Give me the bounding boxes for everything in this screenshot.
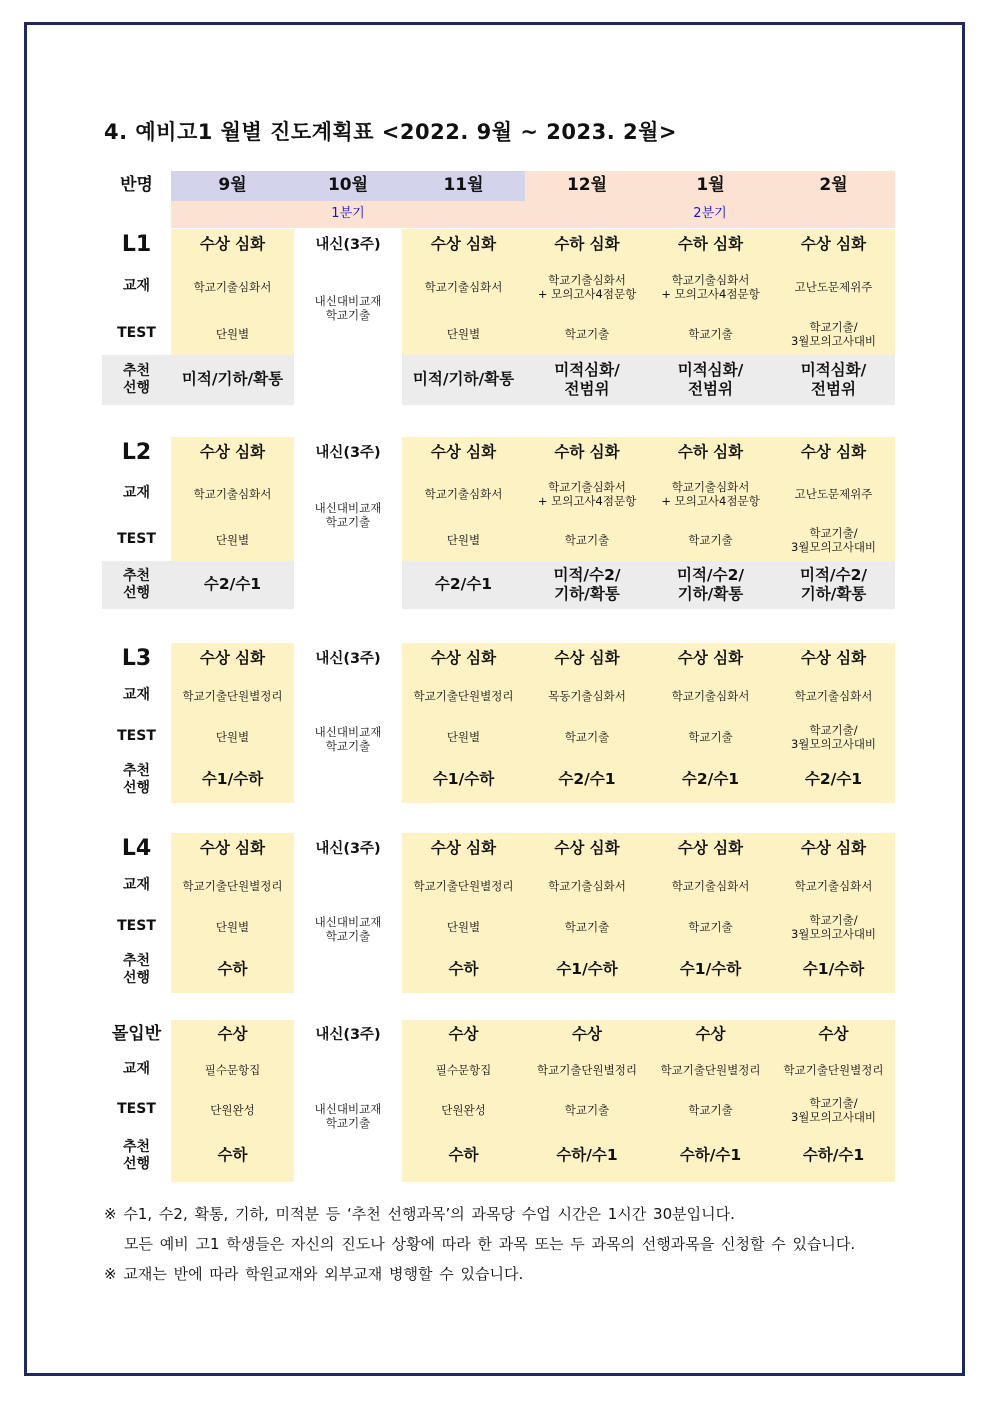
label-test: TEST <box>117 728 156 745</box>
header-month: 9월 <box>171 171 294 201</box>
textbook-cell: 학교기출심화서 <box>649 675 772 717</box>
textbook-cell: 학교기출단원별정리 <box>772 1050 895 1090</box>
textbook-cell: 목동기출심화서 <box>525 675 649 717</box>
recommend-cell: 수하 <box>402 1130 525 1182</box>
textbook-cell: 고난도문제위주 <box>772 469 895 519</box>
recommend-cell: 미적/기하/확통 <box>171 355 294 405</box>
recommend-cell: 수2/수1 <box>402 561 525 609</box>
subject-cell: 수상 심화 <box>649 643 772 675</box>
recommend-cell: 미적심화/ 전범위 <box>525 355 649 405</box>
header-month: 10월 <box>294 171 402 201</box>
class-name: L2 <box>121 440 152 466</box>
textbook-cell: 학교기출심화서 <box>402 261 525 313</box>
test-cell: 단원별 <box>402 907 525 947</box>
naesin-label: 내신(3주) <box>315 650 381 667</box>
textbook-cell: 학교기출심화서 <box>525 865 649 907</box>
subject-cell: 수상 <box>525 1020 649 1050</box>
subject-cell: 수상 <box>772 1020 895 1050</box>
textbook-cell: 학교기출심화서 + 모의고사4점문항 <box>649 469 772 519</box>
test-cell: 단원별 <box>171 717 294 757</box>
test-cell: 학교기출/ 3월모의고사대비 <box>772 717 895 757</box>
label-textbook: 교재 <box>122 877 151 894</box>
subject-cell: 수상 심화 <box>402 437 525 469</box>
test-cell: 단원별 <box>171 519 294 561</box>
test-cell: 학교기출 <box>649 717 772 757</box>
textbook-cell: 학교기출심화서 + 모의고사4점문항 <box>525 261 649 313</box>
textbook-cell: 학교기출단원별정리 <box>402 865 525 907</box>
textbook-cell: 학교기출심화서 <box>772 865 895 907</box>
header-month: 12월 <box>525 171 649 201</box>
textbook-cell: 학교기출심화서 <box>772 675 895 717</box>
recommend-cell: 미적심화/ 전범위 <box>772 355 895 405</box>
class-name: 몰입반 <box>111 1024 162 1045</box>
header-class-label: 반명 <box>120 175 153 196</box>
textbook-cell: 학교기출심화서 <box>171 261 294 313</box>
label-test: TEST <box>117 918 156 935</box>
label-test: TEST <box>117 1101 156 1118</box>
subject-cell: 수상 심화 <box>171 229 294 261</box>
label-textbook: 교재 <box>122 485 151 502</box>
subject-cell: 수상 <box>171 1020 294 1050</box>
label-recommend: 추천 선행 <box>122 952 151 986</box>
recommend-cell: 수하/수1 <box>525 1130 649 1182</box>
subject-cell: 수상 심화 <box>171 643 294 675</box>
label-textbook: 교재 <box>122 687 151 704</box>
recommend-cell: 수하/수1 <box>649 1130 772 1182</box>
recommend-cell: 미적/수2/ 기하/확통 <box>772 561 895 609</box>
class-name: L3 <box>121 646 152 672</box>
label-recommend: 추천 선행 <box>122 762 151 796</box>
subject-cell: 수상 심화 <box>171 437 294 469</box>
label-textbook: 교재 <box>122 278 151 295</box>
recommend-cell: 수1/수하 <box>772 947 895 993</box>
textbook-cell: 학교기출단원별정리 <box>171 675 294 717</box>
recommend-cell: 미적/기하/확통 <box>402 355 525 405</box>
recommend-cell: 수하 <box>171 947 294 993</box>
naesin-textbook: 내신대비교재 학교기출 <box>314 724 382 753</box>
test-cell: 단원별 <box>402 313 525 355</box>
label-recommend: 추천 선행 <box>102 561 171 609</box>
subject-cell: 수하 심화 <box>649 437 772 469</box>
recommend-cell: 수1/수하 <box>402 757 525 803</box>
recommend-cell: 수2/수1 <box>171 561 294 609</box>
subject-cell: 수상 심화 <box>402 833 525 865</box>
test-cell: 학교기출 <box>525 717 649 757</box>
subject-cell: 수상 심화 <box>525 643 649 675</box>
subject-cell: 수상 심화 <box>772 833 895 865</box>
test-cell: 학교기출 <box>525 519 649 561</box>
textbook-cell: 필수문항집 <box>171 1050 294 1090</box>
textbook-cell: 학교기출심화서 <box>402 469 525 519</box>
subject-cell: 수상 심화 <box>649 833 772 865</box>
textbook-cell: 학교기출심화서 <box>649 865 772 907</box>
textbook-cell: 학교기출단원별정리 <box>525 1050 649 1090</box>
naesin-textbook: 내신대비교재 학교기출 <box>314 1101 382 1130</box>
recommend-cell: 수2/수1 <box>649 757 772 803</box>
test-cell: 학교기출/ 3월모의고사대비 <box>772 519 895 561</box>
test-cell: 학교기출 <box>525 1090 649 1130</box>
header-quarter-2: 2분기 <box>525 201 895 228</box>
textbook-cell: 고난도문제위주 <box>772 261 895 313</box>
header-month: 2월 <box>772 171 895 201</box>
test-cell: 단원완성 <box>171 1090 294 1130</box>
test-cell: 단원별 <box>171 313 294 355</box>
recommend-cell: 수하/수1 <box>772 1130 895 1182</box>
header-month: 11월 <box>402 171 525 201</box>
label-recommend: 추천 선행 <box>122 1138 151 1172</box>
test-cell: 학교기출 <box>525 907 649 947</box>
test-cell: 단원별 <box>402 519 525 561</box>
recommend-cell: 수하 <box>402 947 525 993</box>
subject-cell: 수상 심화 <box>402 643 525 675</box>
naesin-label: 내신(3주) <box>315 444 381 461</box>
naesin-textbook: 내신대비교재 학교기출 <box>314 500 382 529</box>
subject-cell: 수상 심화 <box>525 833 649 865</box>
note-line: ※ 교재는 반에 따라 학원교재와 외부교재 병행할 수 있습니다. <box>104 1265 524 1283</box>
test-cell: 학교기출 <box>649 313 772 355</box>
recommend-cell: 수2/수1 <box>772 757 895 803</box>
subject-cell: 수상 <box>649 1020 772 1050</box>
test-cell: 학교기출 <box>525 313 649 355</box>
class-name: L1 <box>121 232 152 258</box>
subject-cell: 수상 심화 <box>772 229 895 261</box>
subject-cell: 수상 심화 <box>402 229 525 261</box>
textbook-cell: 학교기출단원별정리 <box>649 1050 772 1090</box>
recommend-cell: 미적/수2/ 기하/확통 <box>525 561 649 609</box>
test-cell: 학교기출/ 3월모의고사대비 <box>772 1090 895 1130</box>
test-cell: 학교기출 <box>649 519 772 561</box>
subject-cell: 수상 심화 <box>772 437 895 469</box>
header-month: 1월 <box>649 171 772 201</box>
naesin-label: 내신(3주) <box>315 1026 381 1043</box>
naesin-textbook: 내신대비교재 학교기출 <box>314 914 382 943</box>
textbook-cell: 학교기출심화서 + 모의고사4점문항 <box>525 469 649 519</box>
label-textbook: 교재 <box>122 1061 151 1078</box>
test-cell: 학교기출 <box>649 907 772 947</box>
textbook-cell: 학교기출단원별정리 <box>171 865 294 907</box>
class-name: L4 <box>121 836 152 862</box>
test-cell: 학교기출 <box>649 1090 772 1130</box>
label-test: TEST <box>117 325 156 342</box>
label-recommend: 추천 선행 <box>102 355 171 405</box>
note-line: 모든 예비 고1 학생들은 자신의 진도나 상황에 따라 한 과목 또는 두 과목의 선행과목을 신청할 수 있습니다. <box>124 1235 856 1253</box>
subject-cell: 수상 심화 <box>772 643 895 675</box>
naesin-label: 내신(3주) <box>315 236 381 253</box>
test-cell: 단원별 <box>171 907 294 947</box>
page-title: 4. 예비고1 월별 진도계획표 <2022. 9월 ~ 2023. 2월> <box>104 120 677 144</box>
test-cell: 단원별 <box>402 717 525 757</box>
test-cell: 학교기출/ 3월모의고사대비 <box>772 313 895 355</box>
note-line: ※ 수1, 수2, 확통, 기하, 미적분 등 ‘추천 선행과목’의 과목당 수업 시간은 1시간 30분입니다. <box>104 1205 735 1223</box>
subject-cell: 수하 심화 <box>525 437 649 469</box>
recommend-cell: 수1/수하 <box>525 947 649 993</box>
recommend-cell: 수2/수1 <box>525 757 649 803</box>
recommend-cell: 수1/수하 <box>649 947 772 993</box>
test-cell: 학교기출/ 3월모의고사대비 <box>772 907 895 947</box>
subject-cell: 수상 <box>402 1020 525 1050</box>
naesin-textbook: 내신대비교재 학교기출 <box>314 293 382 322</box>
test-cell: 단원완성 <box>402 1090 525 1130</box>
textbook-cell: 학교기출심화서 <box>171 469 294 519</box>
header-quarter-1: 1분기 <box>171 201 525 228</box>
naesin-label: 내신(3주) <box>315 840 381 857</box>
label-test: TEST <box>117 531 156 548</box>
recommend-cell: 수하 <box>171 1130 294 1182</box>
subject-cell: 수하 심화 <box>649 229 772 261</box>
recommend-cell: 미적심화/ 전범위 <box>649 355 772 405</box>
subject-cell: 수하 심화 <box>525 229 649 261</box>
textbook-cell: 학교기출단원별정리 <box>402 675 525 717</box>
textbook-cell: 학교기출심화서 + 모의고사4점문항 <box>649 261 772 313</box>
recommend-cell: 미적/수2/ 기하/확통 <box>649 561 772 609</box>
textbook-cell: 필수문항집 <box>402 1050 525 1090</box>
subject-cell: 수상 심화 <box>171 833 294 865</box>
recommend-cell: 수1/수하 <box>171 757 294 803</box>
